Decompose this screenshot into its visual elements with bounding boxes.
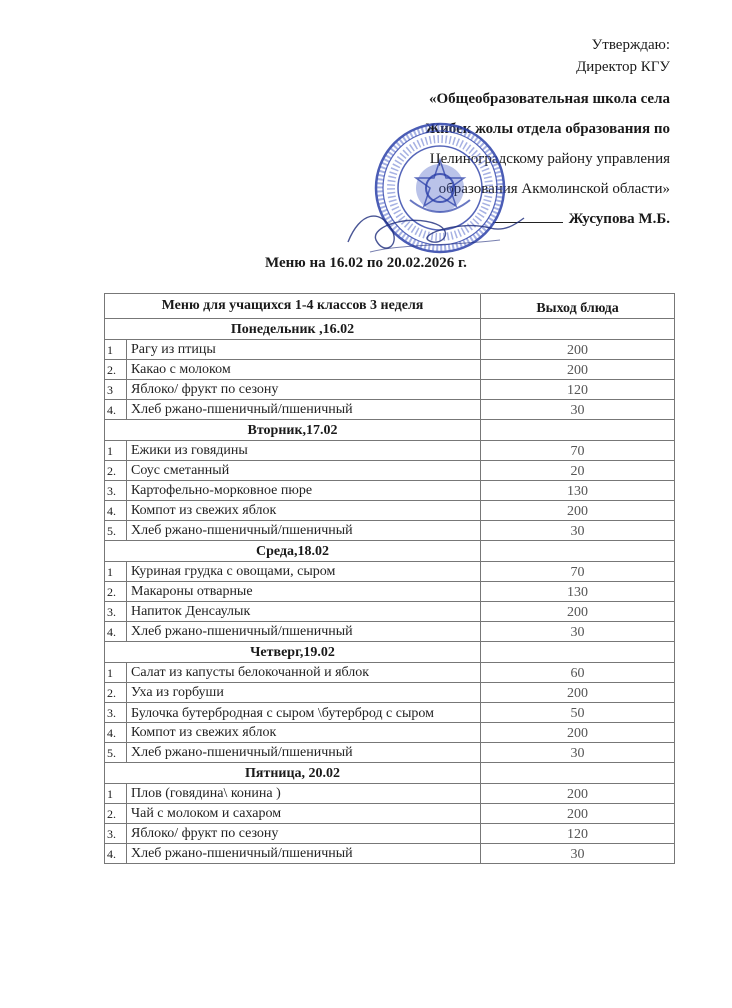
dish-output: 200 <box>481 784 675 804</box>
day-header-row <box>105 541 675 562</box>
row-number: 3. <box>105 481 127 501</box>
dish-output: 130 <box>481 582 675 602</box>
menu-title: Меню на 16.02 по 20.02.2026 г. <box>265 255 467 271</box>
row-number: 4. <box>105 622 127 642</box>
signer-name: Жусупова М.Б. <box>568 211 670 227</box>
row-number: 2. <box>105 683 127 703</box>
dish-output: 30 <box>481 743 675 763</box>
menu-table <box>104 293 675 864</box>
row-number: 4. <box>105 501 127 521</box>
row-number: 1 <box>105 663 127 683</box>
dish-name: Картофельно-морковное пюре <box>127 481 481 501</box>
dish-name: Рагу из птицы <box>127 340 481 360</box>
dish-name: Яблоко/ фрукт по сезону <box>127 824 481 844</box>
dish-name: Макароны отварные <box>127 582 481 602</box>
table-row <box>105 824 675 844</box>
dish-output: 70 <box>481 562 675 582</box>
row-number: 2. <box>105 461 127 481</box>
dish-output: 30 <box>481 622 675 642</box>
day-title: Пятница, 20.02 <box>105 763 481 784</box>
table-row <box>105 521 675 541</box>
row-number: 3. <box>105 602 127 622</box>
day-header-row <box>105 420 675 441</box>
table-row <box>105 784 675 804</box>
table-row <box>105 380 675 400</box>
dish-output: 200 <box>481 360 675 380</box>
row-number: 2. <box>105 582 127 602</box>
dish-output: 200 <box>481 602 675 622</box>
row-number: 5. <box>105 743 127 763</box>
day-title: Вторник,17.02 <box>105 420 481 441</box>
dish-output: 130 <box>481 481 675 501</box>
row-number: 4. <box>105 844 127 864</box>
table-row <box>105 441 675 461</box>
dish-name: Напиток Денсаулык <box>127 602 481 622</box>
table-row <box>105 743 675 763</box>
table-row <box>105 481 675 501</box>
dish-name: Булочка бутербродная с сыром \бутерброд с сыром <box>127 703 481 723</box>
row-number: 1 <box>105 784 127 804</box>
table-row <box>105 622 675 642</box>
row-number: 1 <box>105 441 127 461</box>
dish-name: Компот из свежих яблок <box>127 501 481 521</box>
day-title: Среда,18.02 <box>105 541 481 562</box>
row-number: 1 <box>105 340 127 360</box>
dish-name: Хлеб ржано-пшеничный/пшеничный <box>127 521 481 541</box>
approval-line-director: Директор КГУ <box>576 59 670 75</box>
dish-name: Хлеб ржано-пшеничный/пшеничный <box>127 400 481 420</box>
table-row <box>105 844 675 864</box>
dish-name: Ежики из говядины <box>127 441 481 461</box>
table-row <box>105 683 675 703</box>
day-header-row <box>105 763 675 784</box>
row-number: 3. <box>105 703 127 723</box>
table-row <box>105 562 675 582</box>
table-row <box>105 663 675 683</box>
approval-line-approve: Утверждаю: <box>591 37 670 53</box>
dish-name: Плов (говядина\ конина ) <box>127 784 481 804</box>
dish-name: Какао с молоком <box>127 360 481 380</box>
dish-output: 30 <box>481 521 675 541</box>
dish-name: Хлеб ржано-пшеничный/пшеничный <box>127 743 481 763</box>
dish-output: 50 <box>481 703 675 723</box>
approval-line-district: Целиноградскому району управления <box>429 151 670 167</box>
table-row <box>105 804 675 824</box>
table-row <box>105 501 675 521</box>
dish-name: Куриная грудка с овощами, сыром <box>127 562 481 582</box>
day-title: Четверг,19.02 <box>105 642 481 663</box>
day-header-row <box>105 319 675 340</box>
dish-output: 30 <box>481 400 675 420</box>
table-row <box>105 340 675 360</box>
dish-output: 20 <box>481 461 675 481</box>
row-number: 5. <box>105 521 127 541</box>
dish-output: 70 <box>481 441 675 461</box>
row-number: 4. <box>105 723 127 743</box>
day-header-row <box>105 642 675 663</box>
header-output: Выход блюда <box>481 294 675 319</box>
approval-line-school: «Общеобразовательная школа села <box>429 91 670 107</box>
table-row <box>105 703 675 723</box>
row-number: 2. <box>105 360 127 380</box>
dish-output: 200 <box>481 683 675 703</box>
dish-name: Чай с молоком и сахаром <box>127 804 481 824</box>
row-number: 3 <box>105 380 127 400</box>
dish-output: 200 <box>481 723 675 743</box>
dish-output: 60 <box>481 663 675 683</box>
day-output-blank <box>481 642 675 663</box>
dish-output: 200 <box>481 804 675 824</box>
dish-name: Хлеб ржано-пшеничный/пшеничный <box>127 844 481 864</box>
dish-output: 30 <box>481 844 675 864</box>
row-number: 3. <box>105 824 127 844</box>
dish-name: Яблоко/ фрукт по сезону <box>127 380 481 400</box>
approval-line-region: образования Акмолинской области» <box>438 181 670 197</box>
approval-line-department: Жибек жолы отдела образования по <box>425 121 670 137</box>
dish-name: Компот из свежих яблок <box>127 723 481 743</box>
day-output-blank <box>481 319 675 340</box>
table-row <box>105 602 675 622</box>
day-output-blank <box>481 763 675 784</box>
table-row <box>105 400 675 420</box>
day-output-blank <box>481 541 675 562</box>
day-title: Понедельник ,16.02 <box>105 319 481 340</box>
dish-output: 120 <box>481 380 675 400</box>
dish-name: Салат из капусты белокочанной и яблок <box>127 663 481 683</box>
row-number: 2. <box>105 804 127 824</box>
dish-output: 120 <box>481 824 675 844</box>
row-number: 1 <box>105 562 127 582</box>
header-menu: Меню для учащихся 1-4 классов 3 неделя <box>105 294 481 319</box>
day-output-blank <box>481 420 675 441</box>
row-number: 4. <box>105 400 127 420</box>
dish-name: Хлеб ржано-пшеничный/пшеничный <box>127 622 481 642</box>
table-row <box>105 360 675 380</box>
table-row <box>105 723 675 743</box>
dish-output: 200 <box>481 340 675 360</box>
dish-name: Уха из горбуши <box>127 683 481 703</box>
dish-name: Соус сметанный <box>127 461 481 481</box>
dish-output: 200 <box>481 501 675 521</box>
table-row <box>105 461 675 481</box>
table-row <box>105 582 675 602</box>
